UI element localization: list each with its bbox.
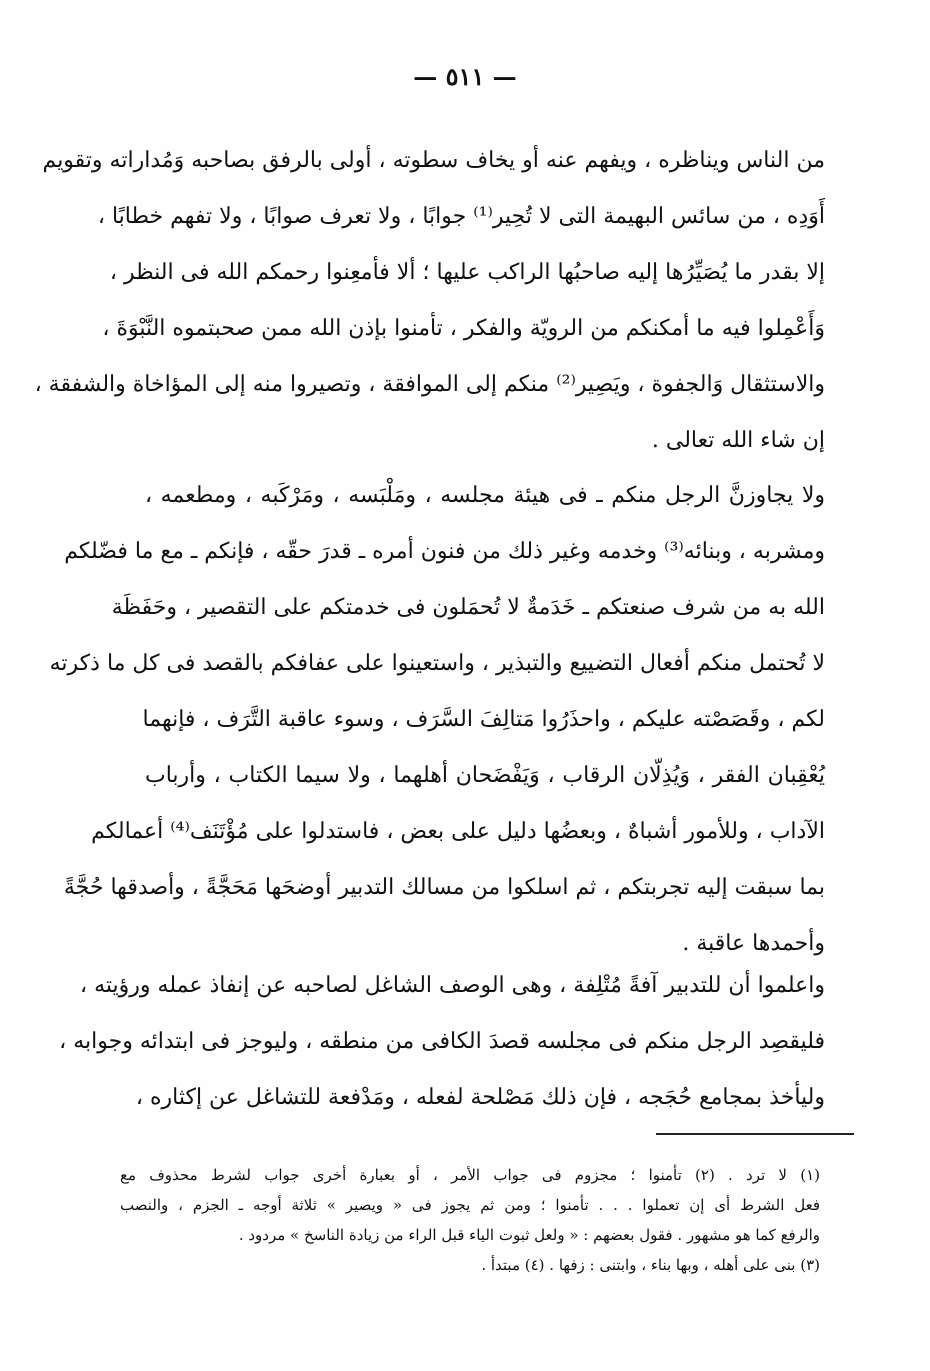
paragraph-3 [59,958,825,1126]
text-line: يُعْقِبان الفقر ، وَيُذِلّان الرقاب ، وَيَفْضَحان أهلهما ، ولا سيما الكتاب ، وأرباب [145,763,825,788]
text-line: إن شاء الله تعالى . [651,428,825,453]
text-line: ومشربه ، وبنائه⁽³⁾ وخدمه وغير ذلك من فنون أمره ـ قدرَ حقّه ، فإنكم ـ مع ما فضّلكم [64,539,825,564]
text-line: إلا بقدر ما يُصَيِّرُها إليه صاحبُها الراكب عليها ؛ ألا فأمعِنوا رحمكم الله فى النظر ، [109,260,825,285]
text-line: من الناس ويناظره ، ويفهم عنه أو يخاف سطوته ، أولى بالرفق بصاحبه وَمُداراته وتقويم [42,148,825,173]
footnotes [120,1160,820,1280]
footnote-line: (١) لا ترد . (٢) تأمنوا ؛ مجزوم فى جواب الأمر ، أو بعبارة أخرى جواب لشرط محذوف مع [120,1166,820,1184]
text-line: واعلموا أن للتدبير آفةً مُتْلِفة ، وهى الوصف الشاغل لصاحبه عن إنفاذ عمله ورؤيته ، [80,973,825,998]
text-line: فليقصِد الرجل منكم فى مجلسه قصدَ الكافى من منطقه ، وليوجز فى ابتدائه وجوابه ، [59,1029,825,1054]
text-line: لكم ، وقَصَصْته عليكم ، واحذَرُوا مَتالِفَ السَّرَف ، وسوء عاقبة التَّرَف ، فإنهما [142,707,825,732]
footnote-line: فعل الشرط أى إن تعملوا . . . تأمنوا ؛ ومن ثم يجوز فى « ويصير » ثلاثة أوجه ـ الجزم ، والنصب [120,1196,820,1214]
text-line: ولا يجاوزنَّ الرجل منكم ـ فى هيئة مجلسه ، ومَلْبَسه ، ومَرْكَبه ، ومطعمه ، [145,483,825,508]
text-line: أَوَدِه ، من سائس البهيمة التى لا تُحِير⁽¹⁾ جوابًا ، ولا تعرف صوابًا ، ولا تفهم خطابًا ، [97,204,825,229]
text-line: والاستثقال وَالجفوة ، ويَصِير⁽²⁾ منكم إلى الموافقة ، وتصيروا منه إلى المؤاخاة والشفقة ، [34,372,825,397]
text-line: وَأَعْمِلوا فيه ما أمكنكم من الرويّة والفكر ، تأمنوا بإذن الله ممن صحبتموه النَّبْوَةَ ، [102,316,825,341]
text-line: الله به من شرف صنعتكم ـ خَدَمةٌ لا تُحمَلون فى خدمتكم على التقصير ، وحَفَظَة [111,595,825,620]
text-line: بما سبقت إليه تجربتكم ، ثم اسلكوا من مسالك التدبير أوضحَها مَحَجَّةً ، وأصدقها حُجَّةً [63,875,825,900]
text-line: لا تُحتمل منكم أفعال التضييع والتبذير ، واستعينوا على عفافكم بالقصد فى كل ما ذكرته [49,651,825,676]
paragraph-2 [49,468,825,972]
footnote-divider [656,1133,854,1135]
paragraph-1 [34,133,825,469]
footnote-line: والرفع كما هو مشهور . فقول بعضهم : « ولعل ثبوت الياء قبل الراء من زيادة الناسخ » مردود . [238,1226,820,1244]
footnote-line: (٣) بنى على أهله ، وبها بناء ، وابتنى : زفها . (٤) مبتدأ . [481,1256,820,1274]
text-line: الآداب ، وللأمور أشباهٌ ، وبعضُها دليل على بعض ، فاستدلوا على مُؤْتَنَف⁽⁴⁾ أعمالكم [91,819,825,844]
text-line: وأحمدها عاقبة . [682,931,825,956]
page-number: — ٥١١ — [413,62,517,91]
text-line: وليأخذ بمجامع حُجَجه ، فإن ذلك مَصْلحة لفعله ، ومَدْفعة للتشاغل عن إكثاره ، [135,1085,825,1110]
